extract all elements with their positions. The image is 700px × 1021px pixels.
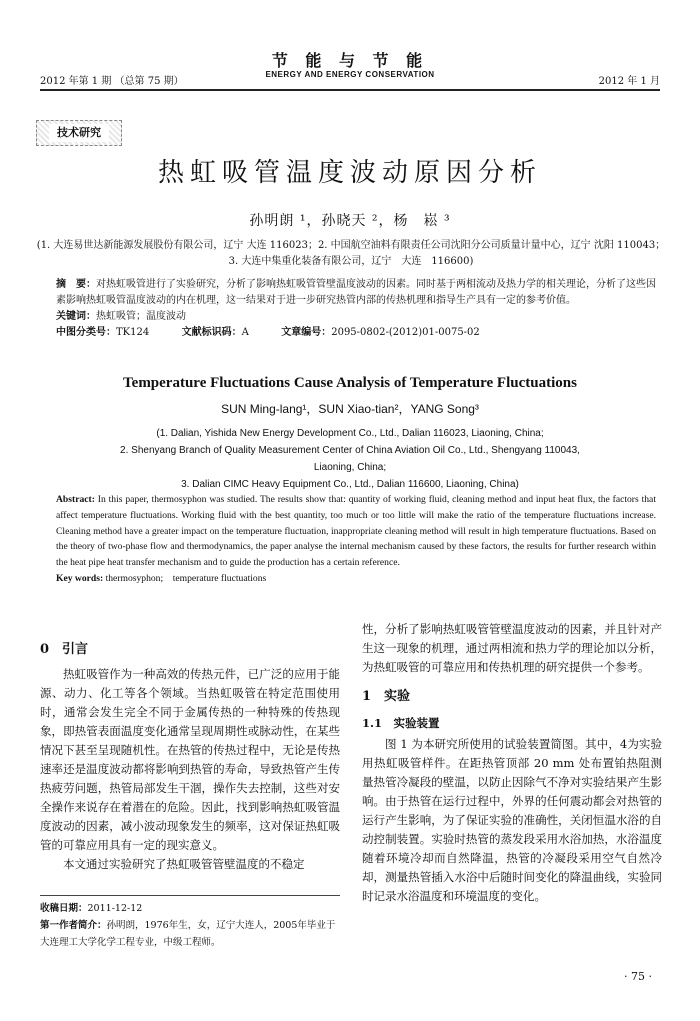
journal-title-en: ENERGY AND ENERGY CONSERVATION — [265, 70, 435, 79]
abstract-cn-block — [56, 277, 656, 341]
abstract-en-text: In this paper, thermosyphon was studied. The results show that: quantity of working fluid, cleaning method and input heat flux, the factors that affect temperature fluctuations. Working fluid with the best quantity, too much or too little will make the ratio of the temperature fluctuations increase. Cleaning method have a greater impact on the temperature fluctuation, inappropriate cleaning method will result in high temperature fluctuations. Based on the theory of two-phase flow and thermodynamics, the paper analyse the internal mechanism caused by these factors, the results for further research within the heat pipe heat transfer mechanism and to guide the production has a certain reference. — [56, 494, 656, 569]
clc-label: 中图分类号： — [56, 327, 116, 338]
paper-title-cn: 热虹吸管温度波动原因分析 — [157, 158, 542, 188]
abstract-cn — [56, 277, 656, 309]
classification-line — [56, 325, 656, 341]
affiliation-en-line: 3. Dalian CIMC Heavy Equipment Co., Ltd., Dalian 116600, Liaoning, China) — [181, 479, 519, 490]
keywords-cn-label: 关键词： — [56, 311, 96, 322]
clc-value: TK124 — [116, 327, 150, 338]
header-date: 2012 年 1 月 — [598, 76, 660, 87]
affiliation-cn-line: 3. 大连中集重化装备有限公司，辽宁 大连 116600) — [228, 256, 474, 267]
subsection-heading-apparatus: 1.1 实验装置 — [362, 716, 440, 730]
article-no-value: 2095-0802-(2012)01-0075-02 — [331, 327, 480, 338]
body-paragraph: 本文通过实验研究了热虹吸管管壁温度的不稳定 — [63, 857, 305, 871]
received-date — [40, 900, 340, 917]
column-tag — [36, 120, 122, 146]
section-heading-experiment: 1 实验 — [362, 689, 411, 704]
abstract-en-label: Abstract: — [56, 494, 95, 505]
affiliation-cn-line: (1. 大连易世达新能源发展股份有限公司，辽宁 大连 116023；2. 中国航空油料有限责任公司沈阳分公司质量计量中心，辽宁 沈阳 110043； — [36, 240, 666, 251]
page-number: · 75 · — [624, 970, 652, 983]
authors-en: SUN Ming-lang¹，SUN Xiao-tian²，YANG Song³ — [221, 402, 479, 416]
affiliation-en-line: Liaoning, China; — [313, 462, 387, 473]
footnote — [40, 900, 340, 951]
abstract-en-block — [56, 492, 656, 587]
author-bio-text: 孙明朗，1976年生，女，辽宁大连人，2005年毕业于大连理工大学化学工程专业，中级工程师。 — [40, 920, 336, 948]
affiliation-en-line: 2. Shenyang Branch of Quality Measurement Center of China Aviation Oil Co., Ltd., Shengyang 110043, — [120, 445, 580, 456]
author-bio-label: 第一作者简介： — [40, 920, 107, 931]
abstract-cn-label: 摘 要： — [56, 279, 96, 290]
body-paragraph: 热虹吸管作为一种高效的传热元件，已广泛的应用于能源、动力、化工等各个领域。当热虹吸管在特定范围使用时，通常会发生完全不同于金属传热的一种特殊的传热现象，即热管表面温度变化通常呈现周期性或脉动性，在某些情况下甚至呈现随机性。在热管的传热过程中，无论是传热速率还是温度波动都将影响到热管的寿命，导致热管产生传热疲劳问题，热管局部发生干涸，操作失去控制，这些对安全操作来说存在着潜在的危险。因此，找到影响热虹吸管温度波动的因素，减小波动现象发生的频率，这对保证热虹吸管的可靠应用具有一定的现实意义。 — [40, 667, 340, 852]
abstract-cn-text: 对热虹吸管进行了实验研究，分析了影响热虹吸管管壁温度波动的因素。同时基于两相流动及热力学的相关理论，分析了这些因素影响热虹吸管温度波动的内在机理，这一结果对于进一步研究热管内部的传热机理和指导生产具有一定的参考价值。 — [56, 279, 656, 306]
header-divider — [40, 89, 660, 91]
doc-code-value: A — [241, 327, 249, 338]
keywords-en-text: thermosyphon; temperature fluctuations — [105, 572, 267, 584]
keywords-en-label: Key words: — [56, 572, 104, 584]
authors-cn: 孙明朗 ¹，孙晓天 ²，杨 崧 ³ — [249, 213, 451, 229]
received-label: 收稿日期： — [40, 903, 88, 914]
column-tag-label: 技术研究 — [49, 124, 109, 142]
section-heading-intro: 0 引言 — [40, 642, 89, 657]
journal-title-cn: 节 能 与 节 能 — [271, 51, 429, 70]
header-issue: 2012 年第 1 期 （总第 75 期） — [40, 76, 184, 87]
author-bio — [40, 917, 340, 951]
keywords-en — [56, 571, 656, 587]
keywords-cn — [56, 309, 656, 325]
body-paragraph: 性，分析了影响热虹吸管管壁温度波动的因素，并且针对产生这一现象的机理，通过两相流和热力学的理论加以分析，为热虹吸管的可靠应用和传热机理的研究提供一个参考。 — [362, 622, 662, 674]
footnote-divider — [40, 895, 340, 896]
abstract-en — [56, 492, 656, 571]
body-column-right — [362, 620, 662, 906]
received-value: 2011-12-12 — [87, 903, 143, 914]
body-paragraph: 图 1 为本研究所使用的试验装置简图。其中，4为实验用热虹吸管样件。在距热管顶部 20 mm 处布置铂热阻测量热管冷凝段的壁温，以防止因除气不净对实验结果产生影响。由于热管在运行过程中，外界的任何震动都会对热管的运行产生影响，为了保证实验的准确性，关闭恒温水浴的自动控制装置。实验时热管的蒸发段采用水浴加热，水浴温度随着环境冷却而自然降温，热管的冷凝段采用空气自然冷却，测量热管插入水浴中后随时间变化的降温曲线，实验同时记录水浴温度和环境温度的变化。 — [362, 737, 662, 903]
keywords-cn-text: 热虹吸管；温度波动 — [96, 311, 186, 322]
affiliation-en-line: (1. Dalian, Yishida New Energy Development Co., Ltd., Dalian 116023, Liaoning, China; — [156, 428, 544, 439]
body-column-left — [40, 640, 340, 874]
article-no-label: 文章编号： — [281, 327, 332, 338]
affiliation-en — [60, 425, 640, 493]
doc-code-label: 文献标识码： — [181, 327, 242, 338]
affiliation-cn — [36, 238, 666, 270]
paper-title-en: Temperature Fluctuations Cause Analysis of Temperature Fluctuations — [123, 375, 577, 391]
